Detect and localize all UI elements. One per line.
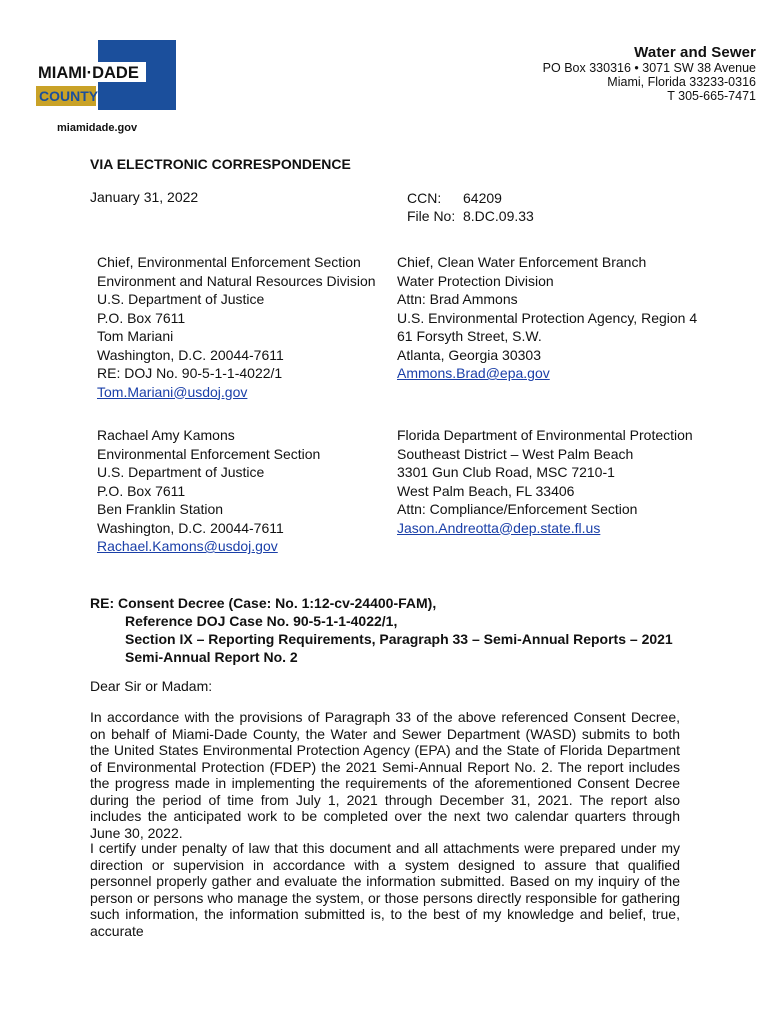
body-paragraph: I certify under penalty of law that this document and all attachments were prepared under my direction or supervision in accordance with a system designed to assure that qualified personnel properly gather and evaluate the information submitted. Based on my inquiry of the person or persons who manage the system, or those persons directly responsible for gathering such information, the information submitted is, to the best of my knowledge and belief, true, accurate [90, 840, 680, 939]
recipient-epa-ammons [397, 253, 697, 383]
reference-block [407, 189, 534, 225]
salutation: Dear Sir or Madam: [90, 678, 213, 694]
address-line: 61 Forsyth Street, S.W. [397, 328, 542, 344]
address-line: Rachael Amy Kamons [97, 427, 235, 443]
address-line: U.S. Department of Justice [97, 291, 265, 307]
logo-line1: MIAMI·DADE [38, 64, 139, 82]
address-line: Attn: Compliance/Enforcement Section [397, 501, 638, 517]
subject-block [90, 594, 673, 666]
address-line: Miami, Florida 33233-0316 [607, 75, 756, 89]
county-logo [36, 40, 176, 110]
address-line: Environment and Natural Resources Division [97, 272, 376, 289]
address-line: Environmental Enforcement Section [97, 445, 321, 462]
logo-line2: COUNTY [39, 88, 99, 104]
address-line: P.O. Box 7611 [97, 309, 186, 326]
subject-line: RE: Consent Decree (Case: No. 1:12-cv-24400-FAM), [90, 595, 437, 611]
via-line: VIA ELECTRONIC CORRESPONDENCE [90, 156, 351, 172]
address-line: RE: DOJ No. 90-5-1-1-4022/1 [97, 365, 283, 381]
address-line: T 305-665-7471 [667, 89, 756, 103]
address-line: Water Protection Division [397, 272, 554, 289]
file-value: 8.DC.09.33 [463, 208, 534, 224]
ccn-label: CCN: [407, 190, 442, 206]
address-line: Chief, Clean Water Enforcement Branch [397, 254, 647, 270]
address-line: Atlanta, Georgia 30303 [397, 346, 541, 363]
address-line: P.O. Box 7611 [97, 482, 186, 499]
ccn-value: 64209 [463, 190, 502, 206]
email-link[interactable]: Ammons.Brad@epa.gov [397, 365, 550, 381]
subject-line: Section IX – Reporting Requirements, Paragraph 33 – Semi-Annual Reports – 2021 [125, 631, 673, 647]
recipient-fdep [397, 426, 693, 537]
subject-line: Reference DOJ Case No. 90-5-1-1-4022/1, [125, 613, 398, 629]
email-link[interactable]: Tom.Mariani@usdoj.gov [97, 383, 248, 400]
file-label: File No: [407, 208, 456, 224]
email-link[interactable]: Jason.Andreotta@dep.state.fl.us [397, 519, 601, 536]
agency-name: Water and Sewer [634, 44, 756, 61]
address-line: U.S. Environmental Protection Agency, Region 4 [397, 309, 698, 326]
address-line: Tom Mariani [97, 328, 174, 344]
subject-line: Semi-Annual Report No. 2 [125, 649, 298, 665]
address-line: Southeast District – West Palm Beach [397, 445, 634, 462]
address-line: Ben Franklin Station [97, 501, 224, 517]
agency-header [543, 44, 756, 103]
address-line: U.S. Department of Justice [97, 464, 265, 480]
address-line: Washington, D.C. 20044-7611 [97, 346, 284, 363]
address-line: Washington, D.C. 20044-7611 [97, 519, 284, 536]
website: miamidade.gov [57, 122, 138, 134]
body-paragraph: In accordance with the provisions of Paragraph 33 of the above referenced Consent Decree, on behalf of Miami-Dade County, the Water and Sewer Department (WASD) submits to both the United States Environmental Protection Agency (EPA) and the State of Florida Department of Environmental Protection (FDEP) the 2021 Semi-Annual Report No. 2. The report includes the progress made in implementing the requirements of the aforementioned Consent Decree during the period of time from July 1, 2021 through December 31, 2021. The report also includes the anticipated work to be completed over the next two calendar quarters through June 30, 2022. [90, 709, 680, 841]
address-line: West Palm Beach, FL 33406 [397, 482, 575, 499]
recipient-doj-mariani [97, 253, 376, 401]
logo-graphic [36, 40, 176, 110]
address-line: Attn: Brad Ammons [397, 291, 518, 307]
letter-date: January 31, 2022 [90, 189, 199, 205]
address-line: Chief, Environmental Enforcement Section [97, 254, 361, 270]
email-link[interactable]: Rachael.Kamons@usdoj.gov [97, 538, 278, 554]
address-line: 3301 Gun Club Road, MSC 7210-1 [397, 464, 615, 480]
recipient-doj-kamons [97, 426, 320, 556]
address-line: PO Box 330316 • 3071 SW 38 Avenue [542, 61, 756, 75]
address-line: Florida Department of Environmental Protection [397, 427, 693, 443]
